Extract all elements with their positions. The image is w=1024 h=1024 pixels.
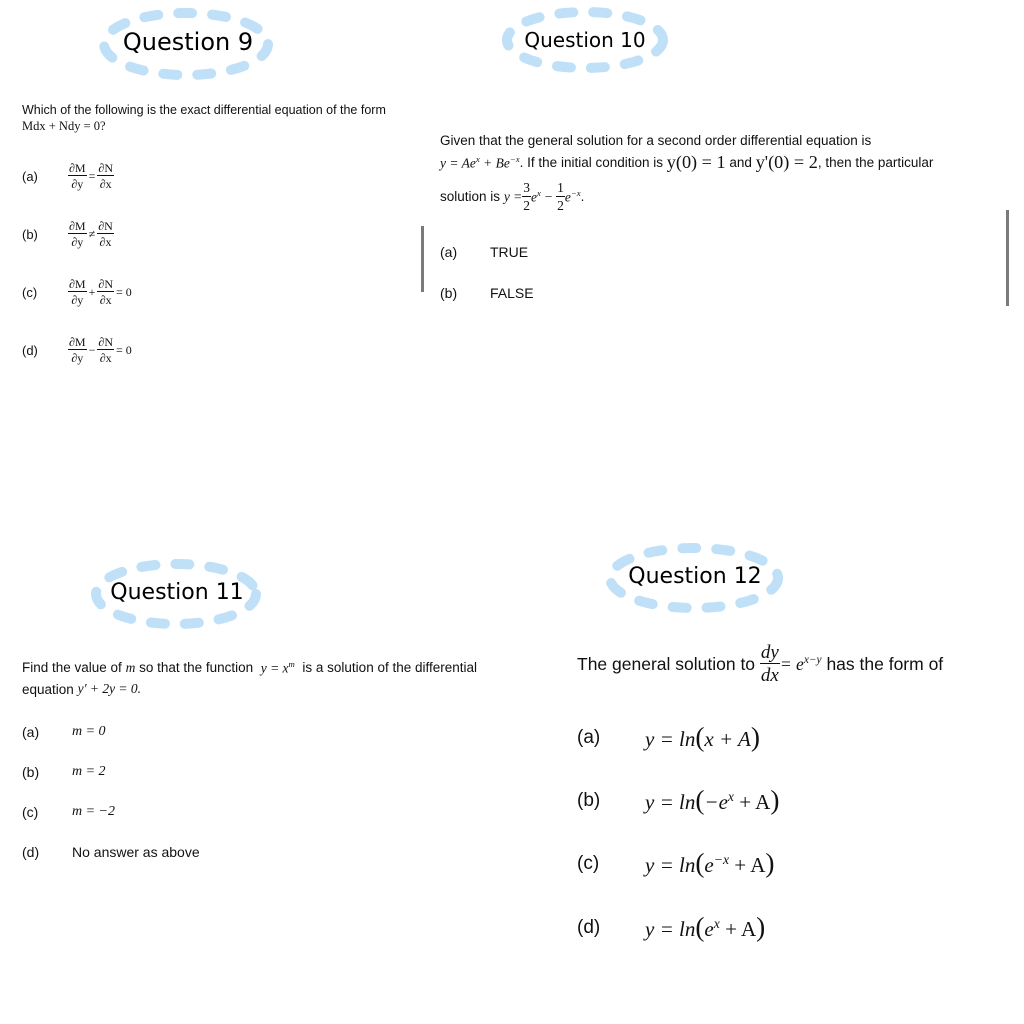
q11-stem-line1 (22, 659, 477, 677)
open-paren: ( (695, 722, 705, 752)
option-letter: (b) (440, 285, 458, 301)
equals-zero: = 0 (116, 284, 132, 299)
q10-ic-text: . If the initial condition is (519, 155, 663, 170)
q10-sol-prefix: solution is (440, 189, 501, 204)
q11-stem-c: is a solution of the differential (302, 660, 478, 676)
partial-fraction (68, 162, 87, 190)
plus-a: + A (719, 917, 757, 941)
numerator: ∂N (98, 161, 113, 175)
denominator: ∂y (71, 351, 84, 365)
inner-term: e (704, 853, 714, 877)
q11-stem-b: so that the function (139, 660, 254, 676)
option-letter: (a) (440, 244, 458, 260)
q12-rhs: = $e^{x-y}$ (779, 653, 822, 674)
q12-option-b[interactable] (577, 785, 779, 816)
question-12-title: Question 12 (628, 564, 762, 589)
denominator: ∂y (71, 293, 84, 307)
option-letter: (a) (577, 726, 601, 748)
option-text: m = −2 (72, 804, 116, 819)
question-10-title-bubble (500, 4, 670, 76)
exponent: −x (713, 852, 730, 867)
close-paren: ) (756, 912, 766, 942)
plus-a: + A (729, 853, 766, 877)
numerator: ∂M (69, 335, 86, 349)
close-paren: ) (765, 848, 775, 878)
q9-option-d[interactable] (22, 329, 132, 371)
q12-option-d[interactable] (577, 912, 765, 943)
q12-stem-a: The general solution to (577, 653, 756, 674)
question-12-title-bubble (602, 540, 788, 616)
option-text: TRUE (490, 244, 529, 260)
denominator: ∂x (99, 351, 112, 365)
q10-stem-line2 (440, 152, 933, 173)
option-text: No answer as above (72, 844, 200, 860)
q11-option-b[interactable] (22, 764, 106, 780)
inner-term: e (704, 917, 714, 941)
q12-option-c[interactable] (577, 848, 774, 879)
q10-stem-line1: Given that the general solution for a second order differential equation is (440, 133, 872, 148)
question-10-title: Question 10 (524, 28, 646, 52)
numerator: ∂M (69, 219, 86, 233)
operator: + (88, 284, 96, 299)
right-scrollbar[interactable] (1006, 210, 1009, 306)
partial-fraction (68, 220, 87, 248)
y-equals-ln: y = ln (645, 727, 696, 751)
q10-option-b[interactable] (440, 285, 534, 301)
denominator: ∂x (99, 293, 112, 307)
inner-term: x + A (704, 727, 751, 751)
option-expression (645, 785, 779, 816)
q10-e2: $e^{-x}$ (564, 187, 581, 205)
partial-fraction (97, 336, 114, 364)
partial-fraction (97, 220, 114, 248)
q11-option-d[interactable] (22, 844, 200, 860)
y-equals-ln: y = ln (645, 917, 696, 941)
q11-m: m (125, 659, 136, 675)
option-expression (645, 848, 774, 879)
q12-option-a[interactable] (577, 722, 760, 753)
q10-period: . (580, 189, 585, 204)
q10-general-solution: $y = Ae^x + Be^{-x}$ (440, 153, 520, 171)
option-letter: (a) (22, 724, 40, 740)
q11-ode: y' + 2y = 0. (77, 681, 142, 696)
q10-frac-1-2: $\frac{1}{2}$ (557, 180, 564, 213)
q9-stem-line2: Mdx + Ndy = 0? (22, 119, 106, 133)
q11-stem-a: Find the value of (22, 660, 122, 676)
q10-y-eq: y = (503, 188, 523, 204)
q9-option-b[interactable] (22, 213, 116, 255)
q12-stem (577, 643, 943, 685)
q11-equation-word: equation (22, 681, 74, 697)
operator: − (88, 342, 96, 357)
option-expression (645, 912, 765, 943)
operator: ≠ (88, 226, 96, 241)
option-letter: (c) (22, 284, 38, 300)
q10-stem-line3 (440, 181, 584, 212)
q10-then: , then the particular (817, 155, 934, 170)
y-equals-ln: y = ln (645, 853, 696, 877)
option-text: m = 0 (72, 724, 106, 739)
option-letter: (b) (22, 764, 40, 780)
question-9-title: Question 9 (122, 28, 254, 56)
q9-stem-line1: Which of the following is the exact differential equation of the form (22, 103, 386, 117)
q9-option-a[interactable] (22, 155, 116, 197)
option-letter: (c) (577, 852, 600, 874)
q9-option-c[interactable] (22, 271, 132, 313)
numerator: ∂N (98, 277, 113, 291)
exponent: x (727, 789, 734, 804)
q10-frac-3-2: $\frac{3}{2}$ (523, 180, 531, 213)
option-text: m = 2 (72, 764, 106, 779)
option-text: FALSE (490, 285, 534, 301)
q10-ic1: y(0) = 1 (666, 152, 726, 172)
q9-stem (22, 100, 422, 136)
close-paren: ) (750, 722, 760, 752)
q11-stem-line2 (22, 681, 141, 697)
q11-option-a[interactable] (22, 724, 106, 740)
question-11-title-bubble (88, 556, 266, 632)
partial-fraction (97, 278, 114, 306)
partial-fraction (97, 162, 114, 190)
option-letter: (b) (22, 226, 38, 242)
option-letter: (b) (577, 789, 601, 811)
exponent: x (713, 916, 720, 931)
inner-term: −e (704, 790, 728, 814)
q11-func: $y = x^m$ (260, 659, 295, 676)
denominator: ∂x (99, 235, 112, 249)
numerator: ∂M (69, 277, 86, 291)
option-letter: (d) (22, 844, 40, 860)
left-scrollbar[interactable] (421, 226, 424, 292)
q10-and: and (729, 155, 752, 170)
question-9-title-bubble (98, 6, 278, 82)
q10-e1: $e^x$ (531, 187, 541, 205)
option-letter: (d) (577, 916, 601, 938)
q12-stem-b: has the form of (826, 653, 944, 674)
partial-fraction (68, 336, 87, 364)
numerator: ∂N (98, 335, 113, 349)
q10-minus: − (544, 188, 553, 204)
operator: = (88, 168, 96, 183)
option-letter: (a) (22, 168, 38, 184)
q11-option-c[interactable] (22, 804, 115, 820)
open-paren: ( (695, 848, 705, 878)
equals-zero: = 0 (116, 342, 132, 357)
option-expression (645, 722, 760, 753)
numerator: ∂M (69, 161, 86, 175)
open-paren: ( (695, 785, 705, 815)
plus-a: + A (733, 790, 771, 814)
y-equals-ln: y = ln (645, 790, 696, 814)
denominator: ∂x (99, 177, 112, 191)
denominator: ∂y (71, 235, 84, 249)
partial-fraction (68, 278, 87, 306)
numerator: ∂N (98, 219, 113, 233)
option-letter: (c) (22, 804, 39, 820)
question-11-title: Question 11 (110, 580, 244, 605)
q10-ic2: y'(0) = 2 (755, 152, 818, 172)
close-paren: ) (770, 785, 780, 815)
open-paren: ( (695, 912, 705, 942)
denominator: ∂y (71, 177, 84, 191)
option-letter: (d) (22, 342, 38, 358)
q10-option-a[interactable] (440, 244, 528, 260)
q12-dydx: $\frac{dy}{dx}$ (760, 642, 779, 686)
